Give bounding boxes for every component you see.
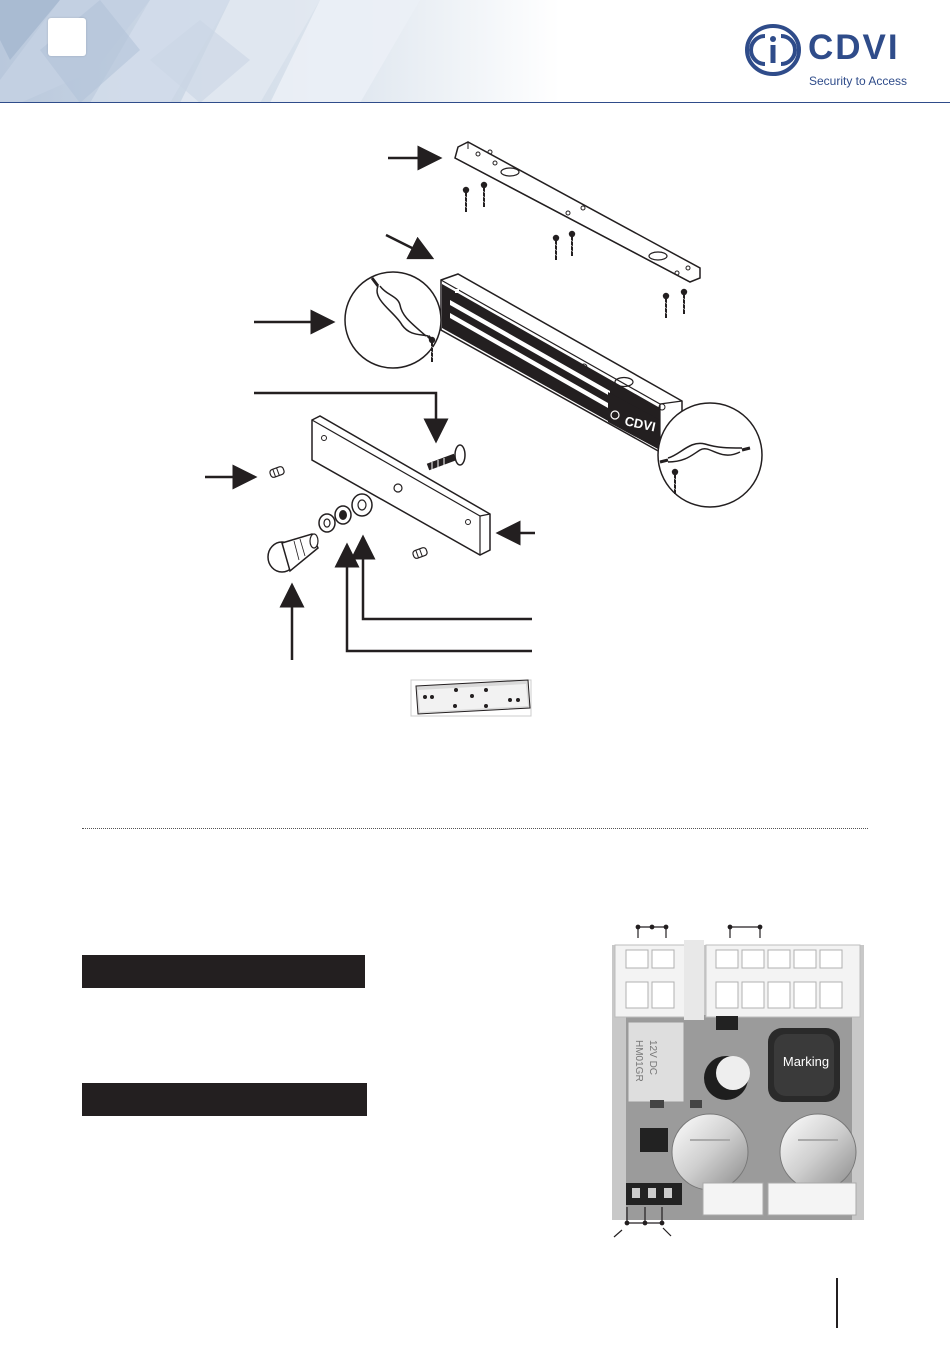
svg-text:HM01GR: HM01GR: [633, 1040, 644, 1082]
section-heading-bar: [82, 1083, 367, 1116]
section-separator: [82, 828, 868, 829]
arrow-icon: [205, 158, 535, 660]
relay: [628, 1022, 684, 1102]
electromagnet-body: [441, 274, 682, 452]
brand-tagline: Security to Access: [809, 74, 908, 88]
armature-plate: [312, 416, 490, 555]
brand-name: CDVI: [808, 28, 900, 67]
page-header: [0, 0, 950, 103]
wire-detail-left: [345, 272, 441, 368]
brand-logo: [745, 24, 920, 90]
terminal-block-top: [615, 940, 860, 1020]
mounting-plate: [455, 142, 700, 282]
bracket-thumbnail: [411, 680, 531, 716]
wire-detail-right: [658, 403, 762, 507]
page-number-rule: [836, 1278, 838, 1328]
inductor: [768, 1028, 840, 1102]
armature-bolt: [428, 445, 465, 470]
ic-chip: [640, 1128, 668, 1152]
page-number-box: [48, 18, 86, 56]
header-divider: [0, 102, 950, 103]
svg-text:12V DC: 12V DC: [647, 1040, 658, 1076]
section-heading-bar: [82, 955, 365, 988]
magnet-brand-label: CDVI: [623, 413, 657, 435]
inductor-marking: Marking: [782, 1054, 830, 1069]
sex-bolt-and-washers: [268, 494, 372, 572]
exploded-diagram: [0, 120, 950, 760]
pcb-photo: [605, 915, 867, 1245]
cdvi-logo-icon: [745, 24, 803, 76]
